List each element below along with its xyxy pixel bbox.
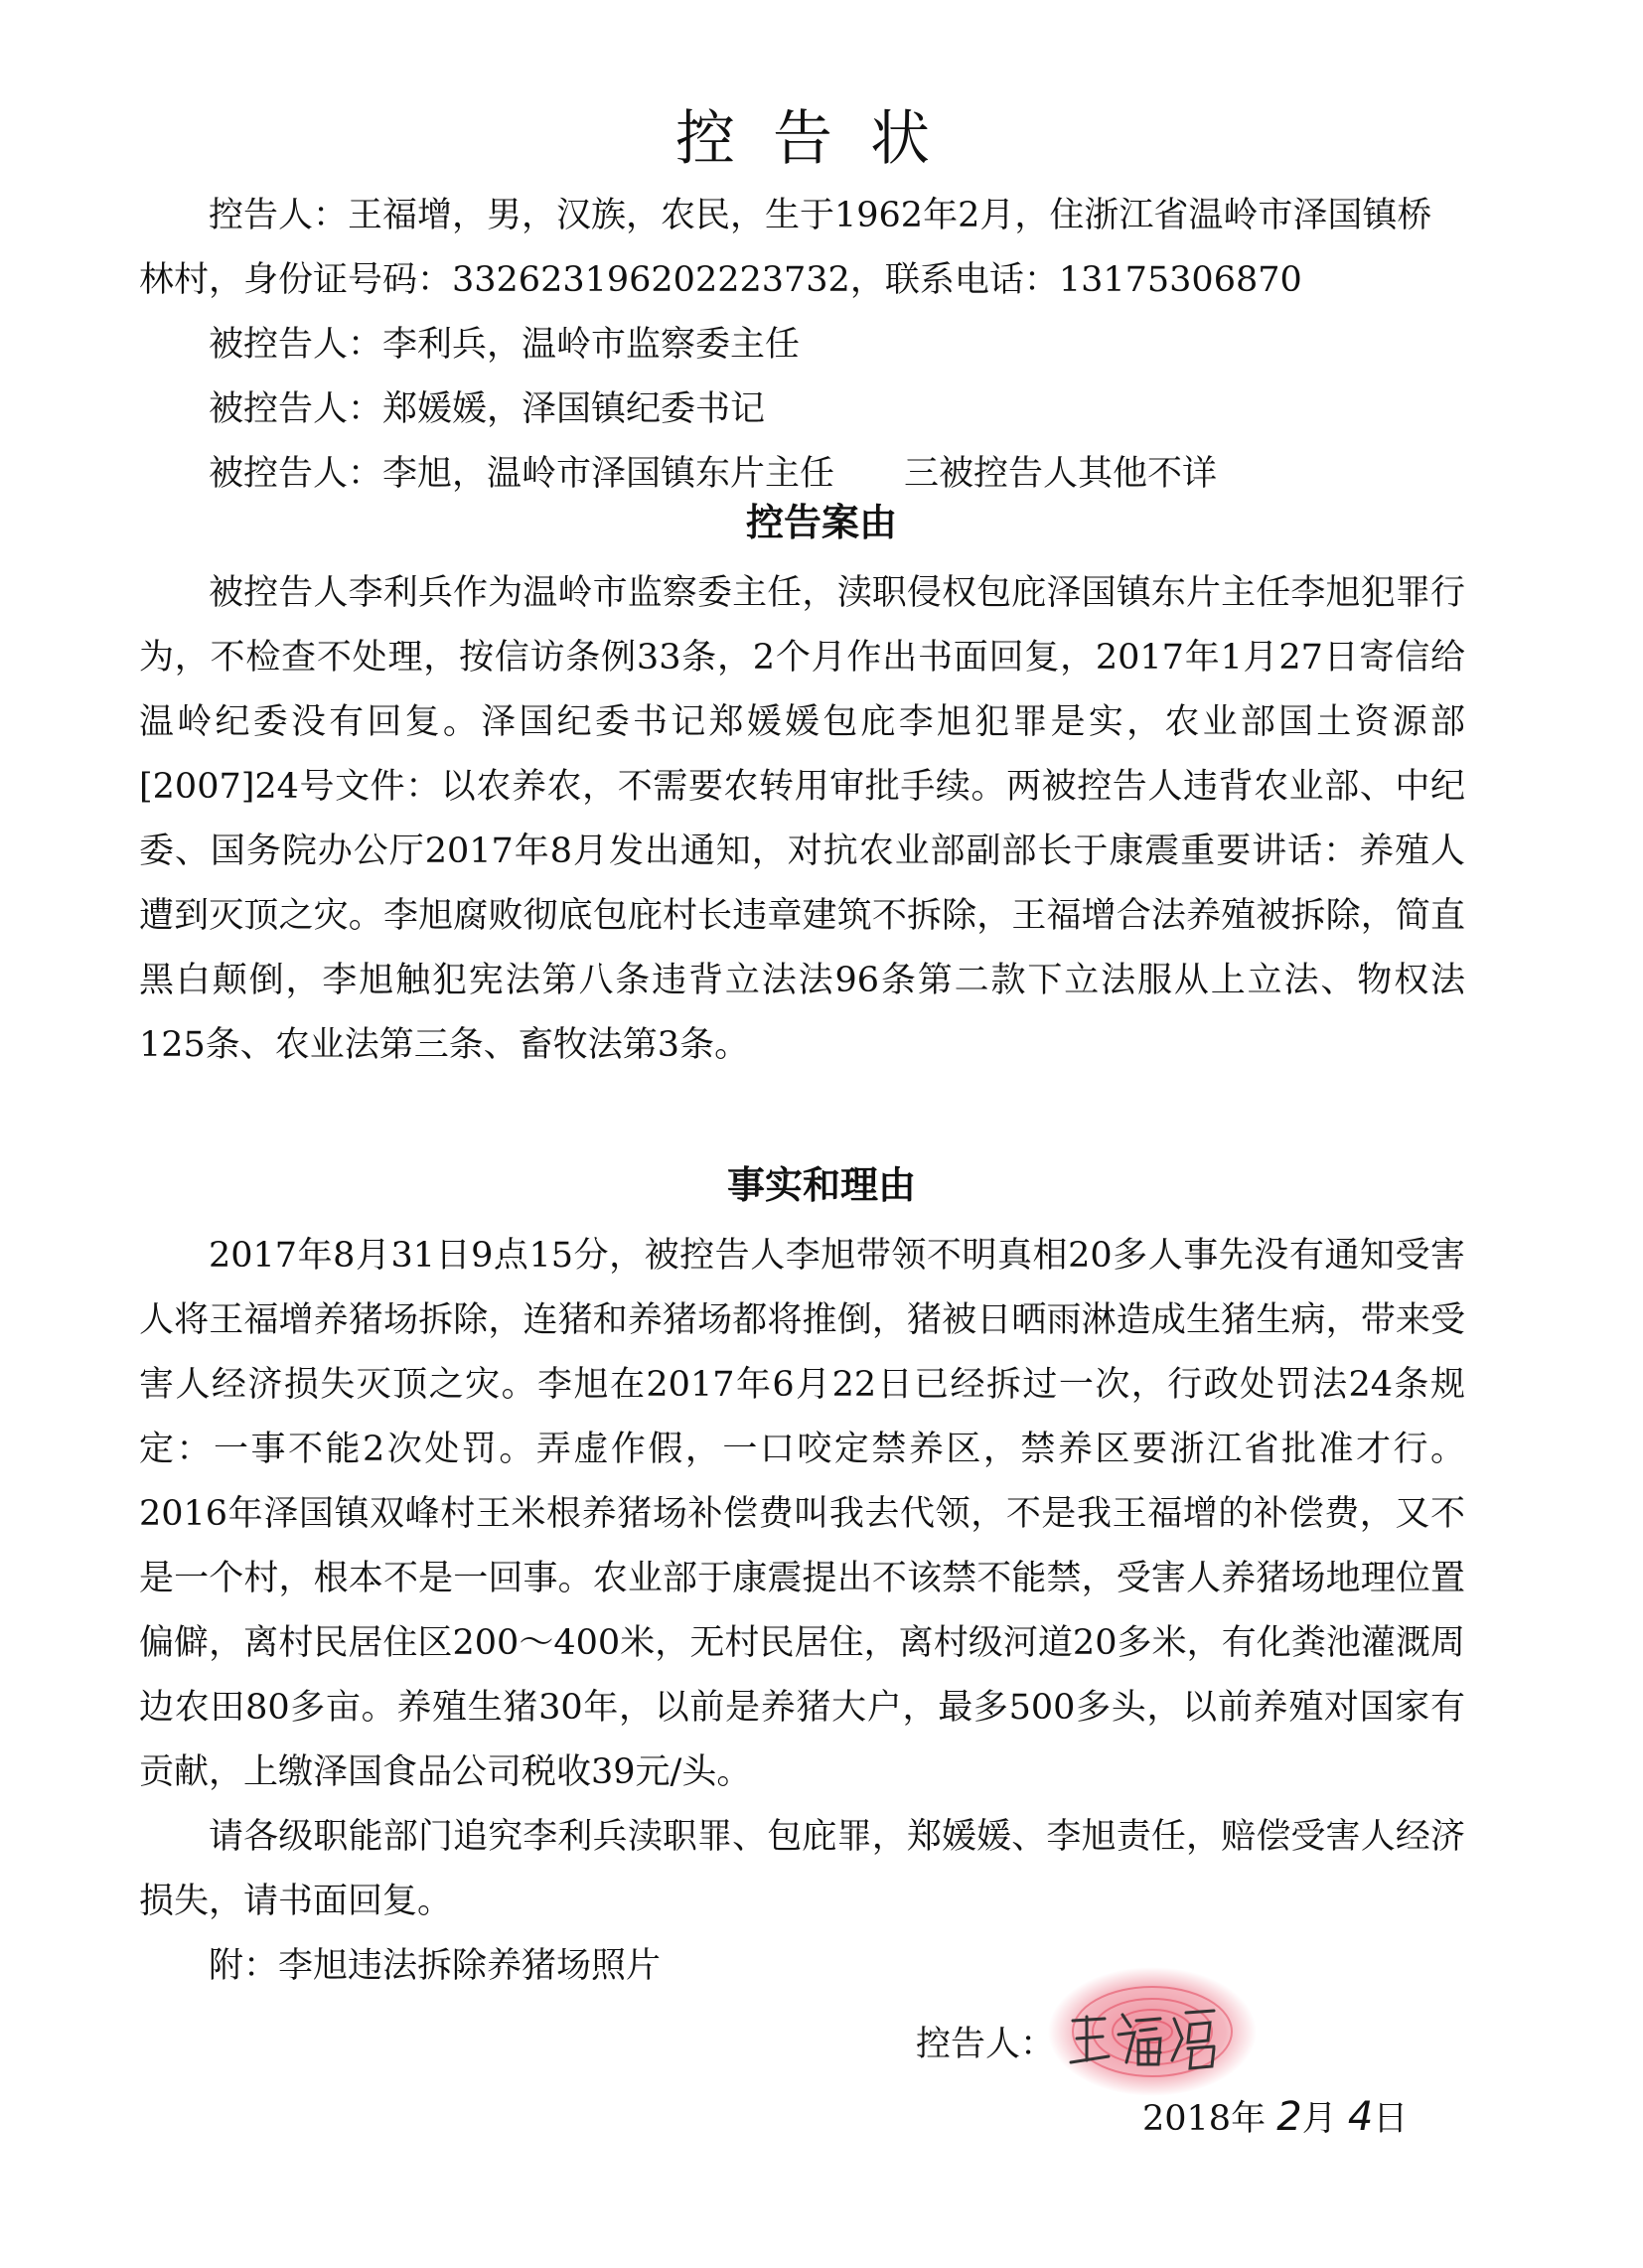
defendant-3-info: 被控告人：李旭，温岭市泽国镇东片主任 三被控告人其他不详 — [209, 454, 1218, 494]
parties-block — [139, 184, 1465, 507]
date-day: 4 — [1347, 2094, 1374, 2140]
facts-block — [139, 1224, 1465, 1999]
facts-paragraph: 2017年8月31日9点15分，被控告人李旭带领不明真相20多人事先没有通知受害人将王福增养猪场拆除，连猪和养猪场都将推倒，猪被日晒雨淋造成生猪生病，带来受害人经济损失灭顶之灾。李旭在2017年6月22日已经拆过一次，行政处罚法24条规定：一事不能2次处罚。弄虚作假，一口咬定禁养区，禁养区要浙江省批准才行。2016年泽国镇双峰村王米根养猪场补偿费叫我去代领，不是我王福增的补偿费，又不是一个村，根本不是一回事。农业部于康震提出不该禁不能禁，受害人养猪场地理位置偏僻，离村民居住区200～400米，无村民居住，离村级河道20多米，有化粪池灌溉周边农田80多亩。养殖生猪30年，以前是养猪大户，最多500多头，以前养殖对国家有贡献，上缴泽国食品公司税收39元/头。 — [139, 1236, 1465, 1792]
date-year: 2018 — [1142, 2099, 1232, 2139]
defendant-1-info: 被控告人：李利兵，温岭市监察委主任 — [209, 325, 801, 365]
date-year-unit: 年 — [1231, 2099, 1267, 2139]
document-title: 控告状 — [675, 104, 968, 174]
handwritten-signature — [1065, 1999, 1224, 2078]
date-month-unit: 月 — [1301, 2099, 1337, 2139]
request-paragraph: 请各级职能部门追究李利兵渎职罪、包庇罪，郑媛媛、李旭责任，赔偿受害人经济损失，请书面回复。 — [139, 1817, 1465, 1921]
attachment-note: 附：李旭违法拆除养猪场照片 — [209, 1946, 662, 1986]
section-heading-facts: 事实和理由 — [726, 1163, 916, 1207]
cause-paragraph: 被控告人李利兵作为温岭市监察委主任，渎职侵权包庇泽国镇东片主任李旭犯罪行为，不检查不处理，按信访条例33条，2个月作出书面回复，2017年1月27日寄信给温岭纪委没有回复。泽国纪委书记郑媛媛包庇李旭犯罪是实，农业部国土资源部[2007]24号文件：以农养农，不需要农转用审批手续。两被控告人违背农业部、中纪委、国务院办公厅2017年8月发出通知，对抗农业部副部长于康震重要讲话：养殖人遭到灭顶之灾。李旭腐败彻底包庇村长违章建筑不拆除，王福增合法养殖被拆除，简直黑白颠倒，李旭触犯宪法第八条违背立法法96条第二款下立法服从上立法、物权法125条、农业法第三条、畜牧法第3条。 — [139, 573, 1465, 1065]
date-month: 2 — [1276, 2094, 1302, 2140]
cause-block — [139, 561, 1465, 1078]
defendant-2-info: 被控告人：郑媛媛，泽国镇纪委书记 — [209, 389, 766, 429]
date-day-unit: 日 — [1373, 2099, 1409, 2139]
section-heading-cause: 控告案由 — [745, 501, 897, 544]
signature-date — [1142, 2091, 1408, 2141]
complainant-info: 控告人：王福增，男，汉族，农民，生于1962年2月，住浙江省温岭市泽国镇桥林村，身份证号码：332623196202223732，联系电话：13175306870 — [139, 196, 1432, 300]
signature-label: 控告人： — [916, 2025, 1056, 2064]
